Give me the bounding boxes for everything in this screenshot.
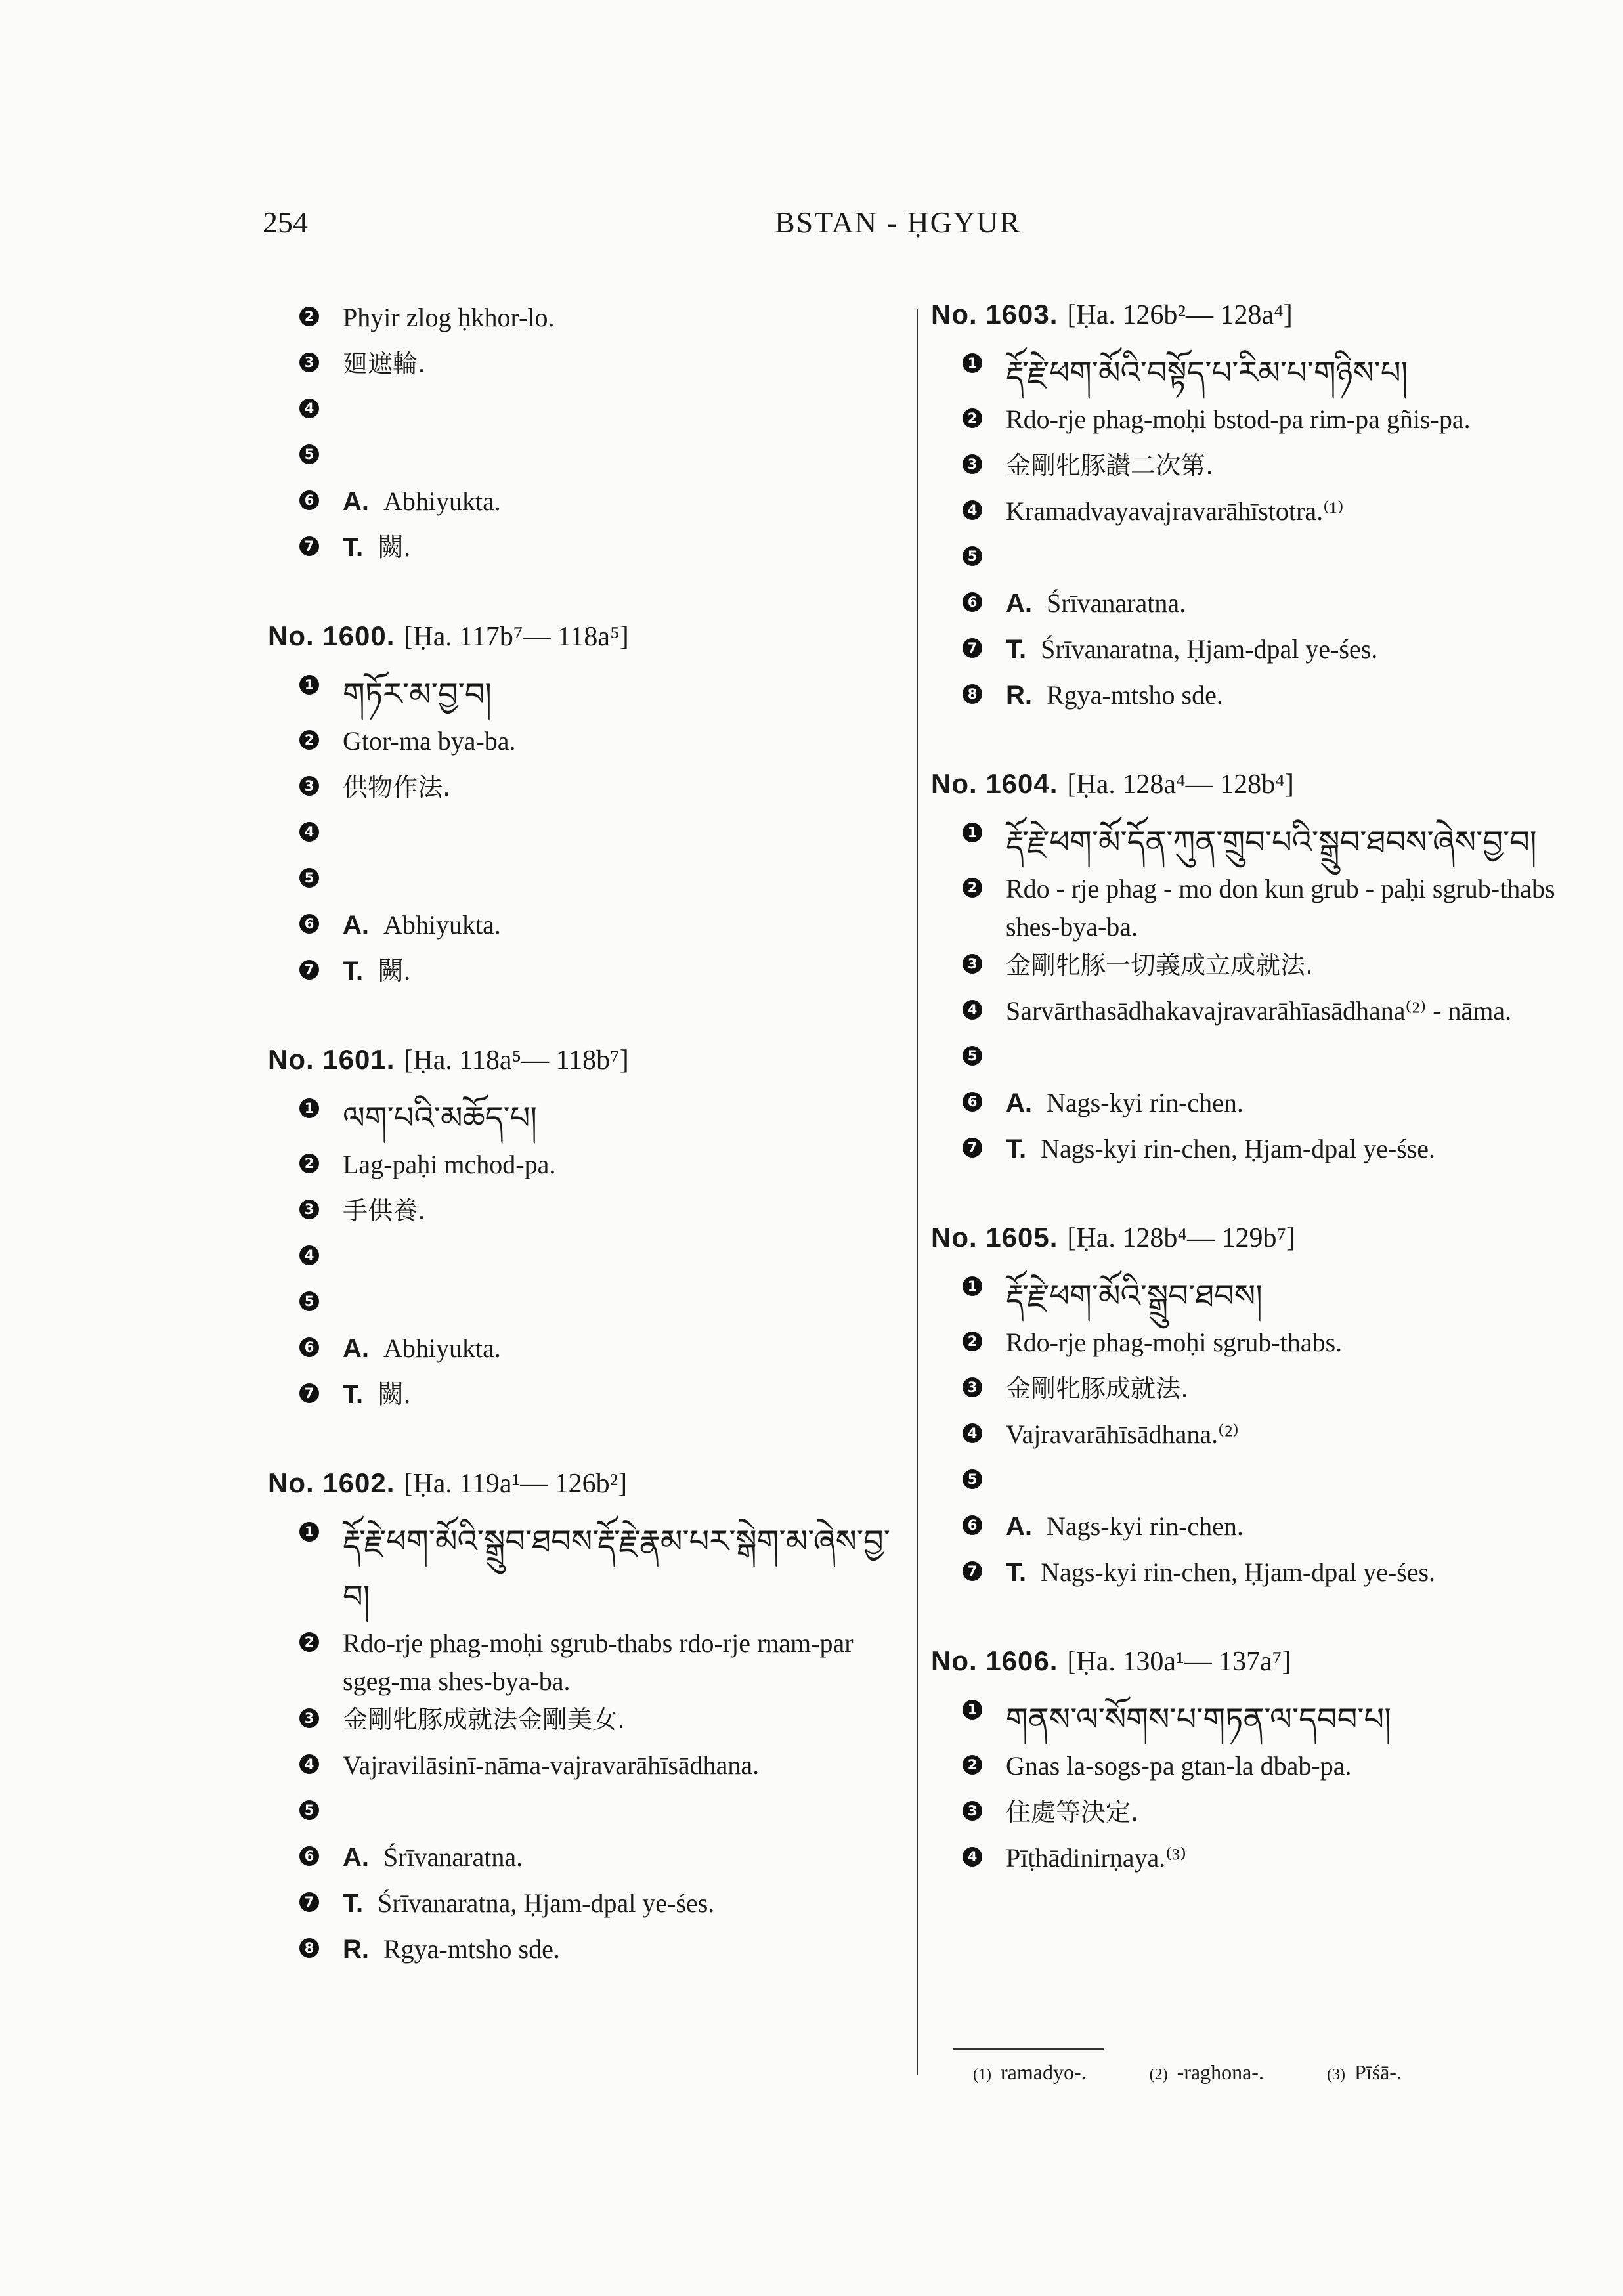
entry-number: No. 1601. — [268, 1044, 395, 1075]
field-role-label: T. — [343, 533, 364, 562]
field-text — [343, 1330, 913, 1368]
field-row — [263, 1514, 913, 1624]
field-text — [1006, 992, 1582, 1030]
field-text — [1006, 1268, 1582, 1324]
field-role-label: A. — [343, 1843, 369, 1872]
left-column — [263, 299, 913, 2022]
footnote-text: Pīśā-. — [1354, 2060, 1402, 2084]
field-marker-icon: 5 — [963, 546, 982, 566]
field-text — [343, 906, 913, 944]
field-text — [1006, 1130, 1582, 1168]
field-row — [926, 584, 1582, 630]
footnote — [973, 2060, 1087, 2084]
field-text — [343, 345, 913, 383]
field-value: Lag-paḥi mchod-pa. — [343, 1150, 556, 1179]
field-role-label: A. — [343, 1334, 369, 1363]
field-row — [263, 1330, 913, 1375]
field-row — [926, 1553, 1582, 1599]
field-row — [263, 1930, 913, 1976]
field-marker-icon: 4 — [963, 1423, 982, 1443]
field-row — [263, 1792, 913, 1838]
field-marker-icon: 2 — [299, 730, 319, 750]
field-marker-icon: 2 — [299, 1154, 319, 1173]
footnote-rule — [953, 2048, 1104, 2050]
field-marker-icon: 5 — [299, 868, 319, 888]
field-value: Pīṭhādinirṇaya.⁽³⁾ — [1006, 1843, 1186, 1873]
catalog-entry — [926, 768, 1582, 1176]
field-value: རྡོ་རྗེ་ཕག་མོའི་བསྟོད་པ་རིམ་པ་གཉིས་པ། — [1006, 355, 1408, 391]
field-row — [926, 1416, 1582, 1462]
field-marker-icon: 5 — [299, 1291, 319, 1311]
field-value: Rgya-mtsho sde. — [383, 1934, 560, 1964]
footnote — [1327, 2060, 1402, 2084]
field-value: Vajravarāhīsādhana.⁽²⁾ — [1006, 1419, 1239, 1449]
footnote-mark: (2) — [1149, 2066, 1168, 2083]
field-marker-icon: 8 — [299, 1938, 319, 1958]
field-marker-icon: 6 — [299, 490, 319, 510]
field-value: 金剛牝豚成就法金剛美女. — [343, 1705, 626, 1734]
field-row — [263, 1238, 913, 1284]
catalog-entry — [263, 1044, 913, 1421]
field-row — [926, 1692, 1582, 1747]
catalog-entry — [263, 299, 913, 574]
field-marker-icon: 1 — [963, 1700, 982, 1720]
field-marker-icon: 3 — [299, 353, 319, 372]
field-value: Rdo - rje phag - mo don kun grub - paḥi sgrub-thabs shes-bya-ba. — [1006, 874, 1555, 942]
field-marker-icon: 7 — [299, 1892, 319, 1912]
field-row — [263, 860, 913, 906]
field-value: 闕. — [378, 1379, 411, 1409]
catalog-entry — [263, 620, 913, 998]
field-row — [926, 946, 1582, 992]
field-value: Śrīvanaratna, Ḥjam-dpal ye-śes. — [378, 1888, 715, 1918]
field-marker-icon: 5 — [299, 444, 319, 464]
field-row — [926, 1370, 1582, 1416]
field-value: Nags-kyi rin-chen. — [1047, 1511, 1244, 1541]
field-text — [343, 1930, 913, 1968]
entry-header — [268, 1467, 913, 1500]
folio-reference: [Ḥa. 118a⁵— 118b⁷] — [404, 1045, 629, 1075]
field-marker-icon: 1 — [963, 823, 982, 842]
field-marker-icon: 2 — [963, 878, 982, 898]
field-row — [263, 1746, 913, 1792]
field-text — [343, 1514, 913, 1624]
field-row — [263, 1838, 913, 1884]
field-text — [343, 952, 913, 990]
field-marker-icon: 1 — [963, 353, 982, 373]
field-text — [343, 1838, 913, 1876]
field-text — [1006, 946, 1582, 984]
field-role-label: T. — [1006, 635, 1027, 664]
folio-reference: [Ḥa. 130a¹— 137a⁷] — [1067, 1647, 1291, 1677]
field-value: Śrīvanaratna. — [383, 1842, 523, 1872]
field-marker-icon: 2 — [963, 408, 982, 428]
field-value: རྡོ་རྗེ་ཕག་མོའི་སྒྲུབ་ཐབས། — [1006, 1278, 1263, 1314]
field-marker-icon: 7 — [963, 1561, 982, 1581]
field-row — [263, 1624, 913, 1700]
field-value: 手供養. — [343, 1196, 426, 1225]
field-row — [926, 1839, 1582, 1885]
field-marker-icon: 1 — [299, 675, 319, 695]
field-text — [343, 1700, 913, 1739]
field-marker-icon: 7 — [299, 1383, 319, 1403]
field-row — [263, 952, 913, 998]
catalog-entry — [926, 1222, 1582, 1599]
field-marker-icon: 2 — [299, 307, 319, 326]
field-row — [263, 1700, 913, 1746]
field-marker-icon: 6 — [299, 1337, 319, 1357]
field-text — [1006, 1747, 1582, 1785]
field-marker-icon: 4 — [299, 399, 319, 418]
field-row — [263, 667, 913, 722]
field-text — [1006, 584, 1582, 622]
folio-reference: [Ḥa. 126b²— 128a⁴] — [1067, 300, 1293, 330]
field-value: Nags-kyi rin-chen, Ḥjam-dpal ye-śes. — [1041, 1557, 1436, 1587]
field-text — [343, 1624, 913, 1700]
field-marker-icon: 1 — [963, 1276, 982, 1296]
field-marker-icon: 2 — [963, 1332, 982, 1351]
field-value: Rdo-rje phag-moḥi bstod-pa rim-pa gñis-pa. — [1006, 404, 1471, 434]
field-text — [343, 1884, 913, 1922]
field-marker-icon: 7 — [963, 638, 982, 658]
field-text — [1006, 492, 1582, 531]
field-row — [263, 345, 913, 391]
field-role-label: A. — [343, 911, 369, 940]
field-row — [926, 1038, 1582, 1084]
field-text — [343, 483, 913, 521]
field-text — [1006, 1692, 1582, 1747]
field-text — [343, 1192, 913, 1230]
field-value: 金剛牝豚一切義成立成就法. — [1006, 951, 1314, 980]
field-text — [1006, 446, 1582, 485]
field-value: 闕. — [378, 532, 411, 562]
field-value: Sarvārthasādhakavajravarāhīasādhana⁽²⁾ - nāma. — [1006, 996, 1512, 1026]
field-value: Gnas la-sogs-pa gtan-la dbab-pa. — [1006, 1751, 1352, 1781]
field-row — [926, 1462, 1582, 1507]
folio-reference: [Ḥa. 128a⁴— 128b⁴] — [1067, 769, 1294, 800]
entry-number: No. 1603. — [931, 299, 1058, 330]
field-text — [1006, 1324, 1582, 1362]
field-row — [263, 1192, 913, 1238]
field-marker-icon: 2 — [963, 1755, 982, 1775]
footnote-mark: (3) — [1326, 2066, 1345, 2083]
entry-number: No. 1606. — [931, 1645, 1058, 1676]
field-marker-icon: 2 — [299, 1632, 319, 1652]
field-marker-icon: 4 — [963, 1847, 982, 1867]
field-row — [263, 1284, 913, 1330]
field-role-label: R. — [1006, 681, 1032, 710]
field-marker-icon: 6 — [299, 914, 319, 934]
folio-reference: [Ḥa. 117b⁷— 118a⁵] — [404, 622, 629, 652]
field-role-label: T. — [343, 1889, 364, 1918]
field-row — [263, 1146, 913, 1192]
field-marker-icon: 7 — [299, 960, 319, 980]
field-row — [263, 906, 913, 952]
field-text — [1006, 1507, 1582, 1546]
entry-number: No. 1602. — [268, 1467, 395, 1498]
entry-header — [931, 299, 1582, 331]
running-title: BSTAN - ḤGYUR — [775, 206, 1021, 239]
field-row — [263, 483, 913, 529]
field-text — [343, 1375, 913, 1414]
page-header — [263, 205, 1064, 251]
field-marker-icon: 6 — [963, 1515, 982, 1535]
field-row — [926, 1324, 1582, 1370]
field-value: ལག་པའི་མཆོད་པ། — [343, 1100, 538, 1137]
field-value: 住處等決定. — [1006, 1798, 1139, 1827]
entry-number: No. 1605. — [931, 1222, 1058, 1253]
field-value: Śrīvanaratna, Ḥjam-dpal ye-śes. — [1041, 634, 1378, 664]
field-value: རྡོ་རྗེ་ཕག་མོའི་སྒྲུབ་ཐབས་རྡོ་རྗེ་རྣམ་པར་སྒེག་མ་ཞེས་བྱ་བ། — [343, 1523, 890, 1615]
field-value: 金剛牝豚讃二次第. — [1006, 451, 1214, 480]
field-row — [926, 1507, 1582, 1553]
field-value: Vajravilāsinī-nāma-vajravarāhīsādhana. — [343, 1750, 760, 1780]
field-row — [926, 676, 1582, 722]
field-row — [926, 1747, 1582, 1793]
field-row — [926, 630, 1582, 676]
field-row — [263, 299, 913, 345]
field-role-label: A. — [343, 487, 369, 516]
field-text — [1006, 1370, 1582, 1408]
field-value: Śrīvanaratna. — [1047, 588, 1186, 618]
field-text — [1006, 401, 1582, 439]
field-row — [263, 814, 913, 860]
field-value: Nags-kyi rin-chen. — [1047, 1088, 1244, 1117]
field-row — [926, 345, 1582, 401]
field-value: Nags-kyi rin-chen, Ḥjam-dpal ye-śse. — [1041, 1134, 1436, 1163]
catalog-entry — [926, 299, 1582, 722]
field-value: Abhiyukta. — [383, 487, 501, 516]
field-marker-icon: 6 — [299, 1846, 319, 1866]
field-text — [1006, 1084, 1582, 1122]
field-row — [926, 1268, 1582, 1324]
field-row — [926, 1084, 1582, 1130]
field-row — [263, 437, 913, 483]
column-divider — [917, 309, 918, 2075]
field-marker-icon: 7 — [963, 1138, 982, 1158]
field-row — [926, 538, 1582, 584]
entry-header — [931, 1645, 1582, 1678]
catalog-entry — [926, 1645, 1582, 1885]
field-marker-icon: 3 — [963, 1377, 982, 1397]
footnotes — [973, 2060, 1564, 2085]
field-marker-icon: 4 — [963, 500, 982, 520]
field-role-label: A. — [1006, 1089, 1032, 1117]
entry-header — [268, 1044, 913, 1076]
field-text — [1006, 815, 1582, 870]
field-row — [926, 815, 1582, 870]
folio-reference: [Ḥa. 119a¹— 126b²] — [404, 1469, 628, 1499]
field-role-label: R. — [343, 1935, 369, 1964]
field-marker-icon: 3 — [963, 1801, 982, 1821]
field-value: Abhiyukta. — [383, 910, 501, 940]
field-role-label: T. — [343, 1380, 364, 1409]
field-row — [926, 401, 1582, 446]
field-value: Rgya-mtsho sde. — [1047, 680, 1223, 710]
field-text — [343, 667, 913, 722]
field-row — [926, 446, 1582, 492]
field-row — [263, 529, 913, 574]
field-marker-icon: 5 — [963, 1469, 982, 1489]
field-marker-icon: 3 — [299, 776, 319, 796]
field-text — [343, 1746, 913, 1785]
field-row — [263, 1884, 913, 1930]
field-value: 金剛牝豚成就法. — [1006, 1374, 1189, 1403]
field-marker-icon: 3 — [963, 954, 982, 974]
entry-number: No. 1600. — [268, 620, 395, 651]
field-value: 闕. — [378, 956, 411, 986]
footnote-text: ramadyo-. — [1000, 2060, 1087, 2084]
field-value: Rdo-rje phag-moḥi sgrub-thabs rdo-rje rnam-par sgeg-ma shes-bya-ba. — [343, 1628, 854, 1696]
field-text — [343, 768, 913, 806]
field-role-label: T. — [343, 957, 364, 986]
field-text — [343, 1091, 913, 1146]
field-value: Gtor-ma bya-ba. — [343, 726, 516, 756]
field-row — [926, 1130, 1582, 1176]
field-marker-icon: 4 — [299, 1754, 319, 1774]
field-value: གནས་ལ་སོགས་པ་གཏན་ལ་དབབ་པ། — [1006, 1701, 1391, 1738]
field-text — [1006, 676, 1582, 714]
field-text — [343, 529, 913, 567]
entry-header — [268, 620, 913, 653]
field-marker-icon: 3 — [963, 454, 982, 474]
field-marker-icon: 6 — [963, 1092, 982, 1112]
entry-header — [931, 1222, 1582, 1254]
field-text — [1006, 345, 1582, 401]
field-marker-icon: 4 — [963, 1000, 982, 1020]
field-row — [926, 870, 1582, 946]
field-marker-icon: 6 — [963, 592, 982, 612]
field-text — [343, 299, 913, 337]
field-text — [1006, 1553, 1582, 1592]
page-number: 254 — [263, 206, 308, 239]
field-marker-icon: 1 — [299, 1522, 319, 1542]
field-marker-icon: 5 — [299, 1800, 319, 1820]
field-text — [343, 1146, 913, 1184]
field-text — [343, 722, 913, 760]
field-value: 廻遮輪. — [343, 349, 426, 378]
field-marker-icon: 3 — [299, 1708, 319, 1728]
field-row — [263, 768, 913, 814]
field-text — [1006, 630, 1582, 668]
catalog-entry — [263, 1467, 913, 1976]
field-text — [1006, 870, 1582, 946]
field-row — [263, 722, 913, 768]
field-row — [926, 1793, 1582, 1839]
field-text — [1006, 1839, 1582, 1877]
entry-header — [931, 768, 1582, 800]
field-marker-icon: 8 — [963, 684, 982, 704]
field-role-label: T. — [1006, 1135, 1027, 1163]
field-marker-icon: 5 — [963, 1046, 982, 1066]
field-row — [926, 492, 1582, 538]
field-text — [1006, 1416, 1582, 1454]
field-marker-icon: 3 — [299, 1200, 319, 1219]
field-value: Rdo-rje phag-moḥi sgrub-thabs. — [1006, 1328, 1343, 1357]
field-text — [1006, 1793, 1582, 1831]
right-column — [926, 299, 1582, 1931]
field-value: གཏོར་མ་བྱ་བ། — [343, 676, 492, 713]
field-row — [263, 1091, 913, 1146]
field-row — [926, 992, 1582, 1038]
field-value: Kramadvayavajravarāhīstotra.⁽¹⁾ — [1006, 496, 1344, 526]
folio-reference: [Ḥa. 128b⁴— 129b⁷] — [1067, 1223, 1296, 1253]
field-value: Phyir zlog ḥkhor-lo. — [343, 303, 555, 332]
field-value: 供物作法. — [343, 773, 451, 802]
field-value: རྡོ་རྗེ་ཕག་མོ་དོན་ཀུན་གྲུབ་པའི་སྒྲུབ་ཐབས་ཞེས་བྱ་བ། — [1006, 824, 1537, 861]
field-role-label: T. — [1006, 1558, 1027, 1587]
field-role-label: A. — [1006, 1512, 1032, 1541]
footnote-mark: (1) — [973, 2066, 991, 2083]
field-marker-icon: 4 — [299, 822, 319, 842]
field-marker-icon: 1 — [299, 1098, 319, 1118]
field-role-label: A. — [1006, 589, 1032, 618]
field-value: Abhiyukta. — [383, 1333, 501, 1363]
footnote-text: -raghona-. — [1177, 2060, 1264, 2084]
field-row — [263, 391, 913, 437]
entry-number: No. 1604. — [931, 768, 1058, 799]
field-row — [263, 1375, 913, 1421]
field-marker-icon: 4 — [299, 1245, 319, 1265]
field-marker-icon: 7 — [299, 536, 319, 556]
footnote — [1150, 2060, 1264, 2084]
